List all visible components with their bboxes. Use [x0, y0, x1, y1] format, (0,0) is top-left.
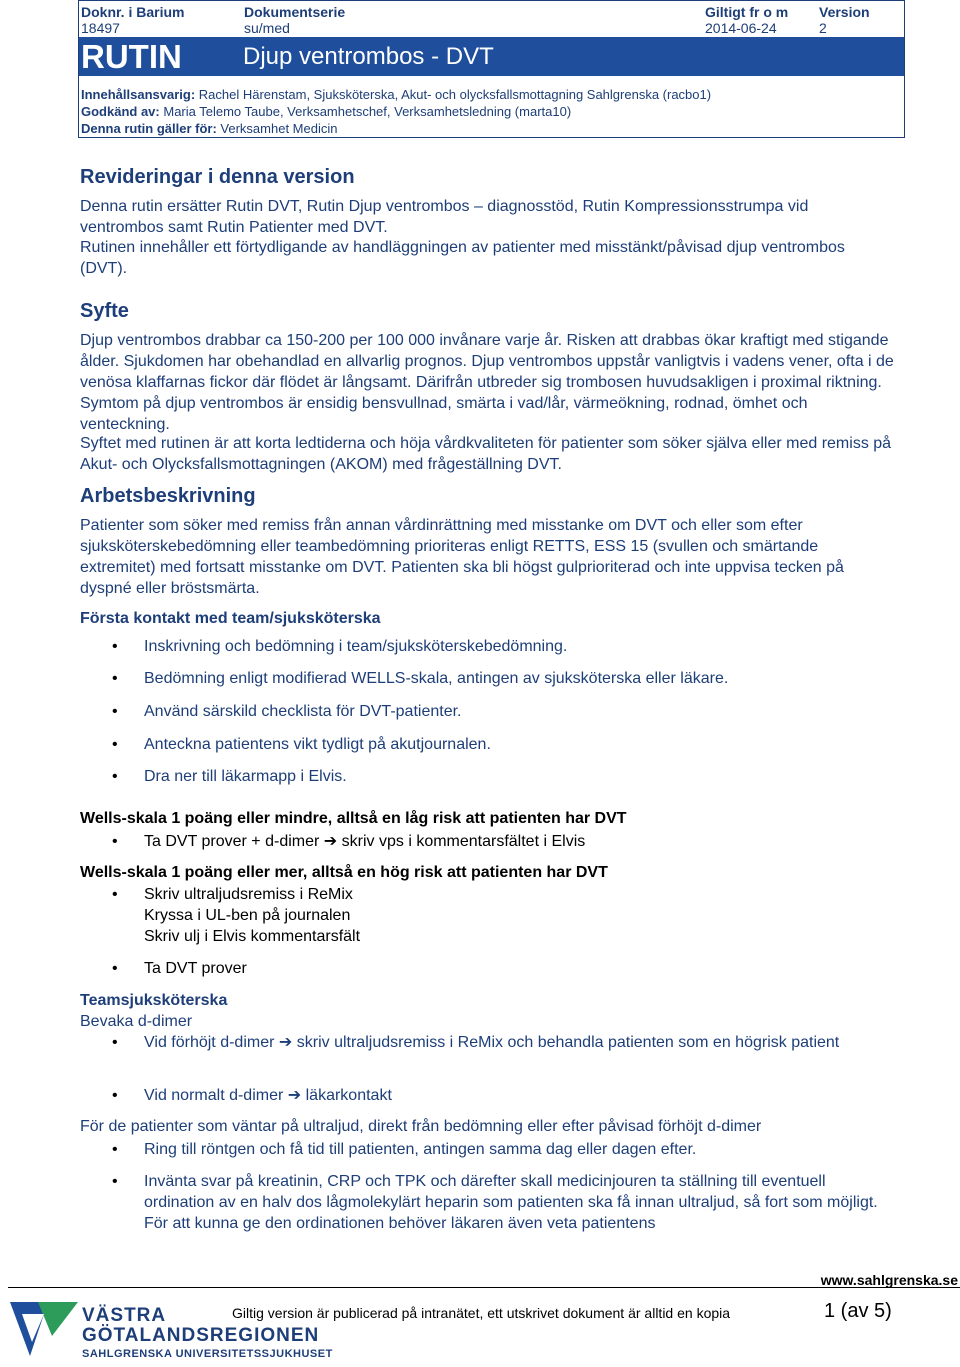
first-contact-item: Dra ner till läkarmapp i Elvis.: [144, 768, 347, 785]
arrow-right-icon: ➔: [323, 833, 338, 850]
revisions-heading: Revideringar i denna version: [80, 166, 355, 188]
approved-by: [81, 104, 571, 120]
revisions-p2: Rutinen innehåller ett förtydligande av handläggningen av patienter med misstänkt/påvisad djup ventrombos (DVT).: [80, 239, 845, 277]
logo-green-shape: [38, 1302, 78, 1336]
wells-high-item1-line2: Kryssa i UL-ben på journalen: [144, 907, 351, 924]
version-label: Version: [819, 4, 870, 20]
purpose-heading: Syfte: [80, 300, 129, 322]
purpose-p1: Djup ventrombos drabbar ca 150-200 per 100 000 invånare varje år. Risken att drabbas ökar kraftigt med stigande ålder. Sjukdomen har obehandlad en allvarlig prognos. Djup ventrombos uppstår vanligtvis i vadens vener, ofta i de venösa klaffarnas fickor där flödet är långsamt. Därifrån utbreder sig trombosen huvudsakligen i proximal riktning. Symtom på djup ventrombos är ensidig bensvullnad, smärta i vad/lår, värmeökning, rodnad, ömhet och venteckning.: [80, 332, 894, 433]
waiting-item2: Invänta svar på kreatinin, CRP och TPK och därefter skall medicinjouren ta ställning till eventuell ordination av en halv dos lågmolekylärt heparin som patienten ska få innan ultraljud, så fort som möjligt. För att kunna ge den ordinationen behöver läkaren även veta patientens: [144, 1173, 878, 1232]
wells-high-heading: Wells-skala 1 poäng eller mer, alltså en hög risk att patienten har DVT: [80, 864, 608, 881]
bullet-icon: •: [112, 833, 118, 850]
wells-high-item2: Ta DVT prover: [144, 960, 247, 977]
wells-high-item1-line3: Skriv ulj i Elvis kommentarsfält: [144, 928, 361, 945]
first-contact-item: Anteckna patientens vikt tydligt på akutjournalen.: [144, 736, 491, 753]
doc-type: RUTIN: [81, 38, 182, 75]
logo-mark-icon: [8, 1296, 78, 1364]
applies-label: Denna rutin gäller för:: [81, 121, 217, 136]
wells-low-item-a: Ta DVT prover + d-dimer: [144, 833, 320, 850]
serie-value: su/med: [244, 20, 290, 36]
content-owner-label: Innehållsansvarig:: [81, 87, 196, 102]
team-item2: [144, 1085, 894, 1106]
footer-divider: [8, 1287, 960, 1288]
wells-low-item: [144, 831, 894, 852]
footer-note: Giltig version är publicerad på intranätet, ett utskrivet dokument är alltid en kopia: [232, 1305, 731, 1321]
purpose-p2: Syftet med rutinen är att korta ledtiderna och höja vårdkvaliteten för patienter som söker själva eller med remiss på Akut- och Olycksfallsmottagningen (AKOM) med frågeställning DVT.: [80, 435, 892, 473]
first-contact-item: Bedömning enligt modifierad WELLS-skala, antingen av sjuksköterska eller läkare.: [144, 670, 729, 687]
team-item2-a: Vid normalt d-dimer: [144, 1087, 284, 1104]
first-contact-heading: Första kontakt med team/sjuksköterska: [80, 610, 381, 627]
wells-high-item1: Skriv ultraljudsremiss i ReMix: [144, 886, 353, 903]
revisions-p1: Denna rutin ersätter Rutin DVT, Rutin Djup ventrombos – diagnosstöd, Rutin Kompressionsstrumpa vid ventrombos samt Rutin Patienter med DVT.: [80, 198, 809, 236]
team-item2-b: läkarkontakt: [305, 1087, 392, 1104]
waiting-text: För de patienter som väntar på ultraljud, direkt från bedömning eller efter påvisad förhöjt d-dimer: [80, 1118, 762, 1135]
content-owner-value: Rachel Härenstam, Sjuksköterska, Akut- och olycksfallsmottagning Sahlgrenska (racbo1): [198, 87, 712, 102]
team-heading: Teamsjuksköterska: [80, 992, 228, 1009]
document-header: [78, 0, 905, 138]
bullet-icon: •: [112, 960, 118, 977]
bullet-icon: •: [112, 1141, 118, 1158]
first-contact-item: Använd särskild checklista för DVT-patienter.: [144, 703, 462, 720]
team-item1-b: skriv ultraljudsremiss i ReMix och behandla patienten som en högrisk patient: [296, 1034, 840, 1051]
serie-label: Dokumentserie: [244, 4, 346, 20]
wells-low-heading: Wells-skala 1 poäng eller mindre, alltså en låg risk att patienten har DVT: [80, 810, 627, 827]
content-owner: [81, 87, 711, 103]
version-value: 2: [819, 20, 827, 36]
arrow-right-icon: ➔: [278, 1034, 293, 1051]
doc-title: Djup ventrombos - DVT: [243, 43, 494, 70]
bullet-icon: •: [112, 1034, 118, 1051]
work-p1: Patienter som söker med remiss från annan vårdinrättning med misstanke om DVT och eller som efter sjuksköterskebedömning eller teambedömning prioriteras enligt RETTS, ESS 15 (svullen och smärtande extremitet) med fortsatt misstanke om DVT. Patienten ska bli högst gulprioriterad och inte uppvisa tecken på dyspné eller bröstsmärta.: [80, 517, 844, 597]
bullet-icon: •: [112, 638, 118, 655]
team-sub: Bevaka d-dimer: [80, 1013, 193, 1030]
bullet-icon: •: [112, 768, 118, 785]
first-contact-item: Inskrivning och bedömning i team/sjuksköterskebedömning.: [144, 638, 568, 655]
work-heading: Arbetsbeskrivning: [80, 485, 256, 507]
doknr-value: 18497: [81, 20, 120, 36]
bullet-icon: •: [112, 670, 118, 687]
logo-line2: GÖTALANDSREGIONEN: [82, 1325, 320, 1346]
logo-line1: VÄSTRA: [82, 1305, 167, 1326]
bullet-icon: •: [112, 1087, 118, 1104]
logo-line3: SAHLGRENSKA UNIVERSITETSSJUKHUSET: [82, 1348, 333, 1360]
bullet-icon: •: [112, 886, 118, 903]
arrow-right-icon: ➔: [287, 1087, 302, 1104]
valid-label: Giltigt fr o m: [705, 4, 789, 20]
title-banner: [79, 37, 904, 76]
approved-value: Maria Telemo Taube, Verksamhetschef, Verksamhetsledning (marta10): [163, 104, 572, 119]
approved-label: Godkänd av:: [81, 104, 160, 119]
bullet-icon: •: [112, 703, 118, 720]
doknr-label: Doknr. i Barium: [81, 4, 185, 20]
team-item1-a: Vid förhöjt d-dimer: [144, 1034, 275, 1051]
applies-value: Verksamhet Medicin: [220, 121, 338, 136]
wells-low-item-b: skriv vps i kommentarsfältet i Elvis: [341, 833, 586, 850]
valid-value: 2014-06-24: [705, 20, 777, 36]
website-link[interactable]: www.sahlgrenska.se: [820, 1272, 958, 1288]
bullet-icon: •: [112, 1173, 118, 1190]
team-item1: [144, 1032, 894, 1053]
applies-to: [81, 121, 337, 137]
waiting-item1: Ring till röntgen och få tid till patienten, antingen samma dag eller dagen efter.: [144, 1141, 697, 1158]
bullet-icon: •: [112, 736, 118, 753]
page-number: 1 (av 5): [824, 1300, 892, 1322]
